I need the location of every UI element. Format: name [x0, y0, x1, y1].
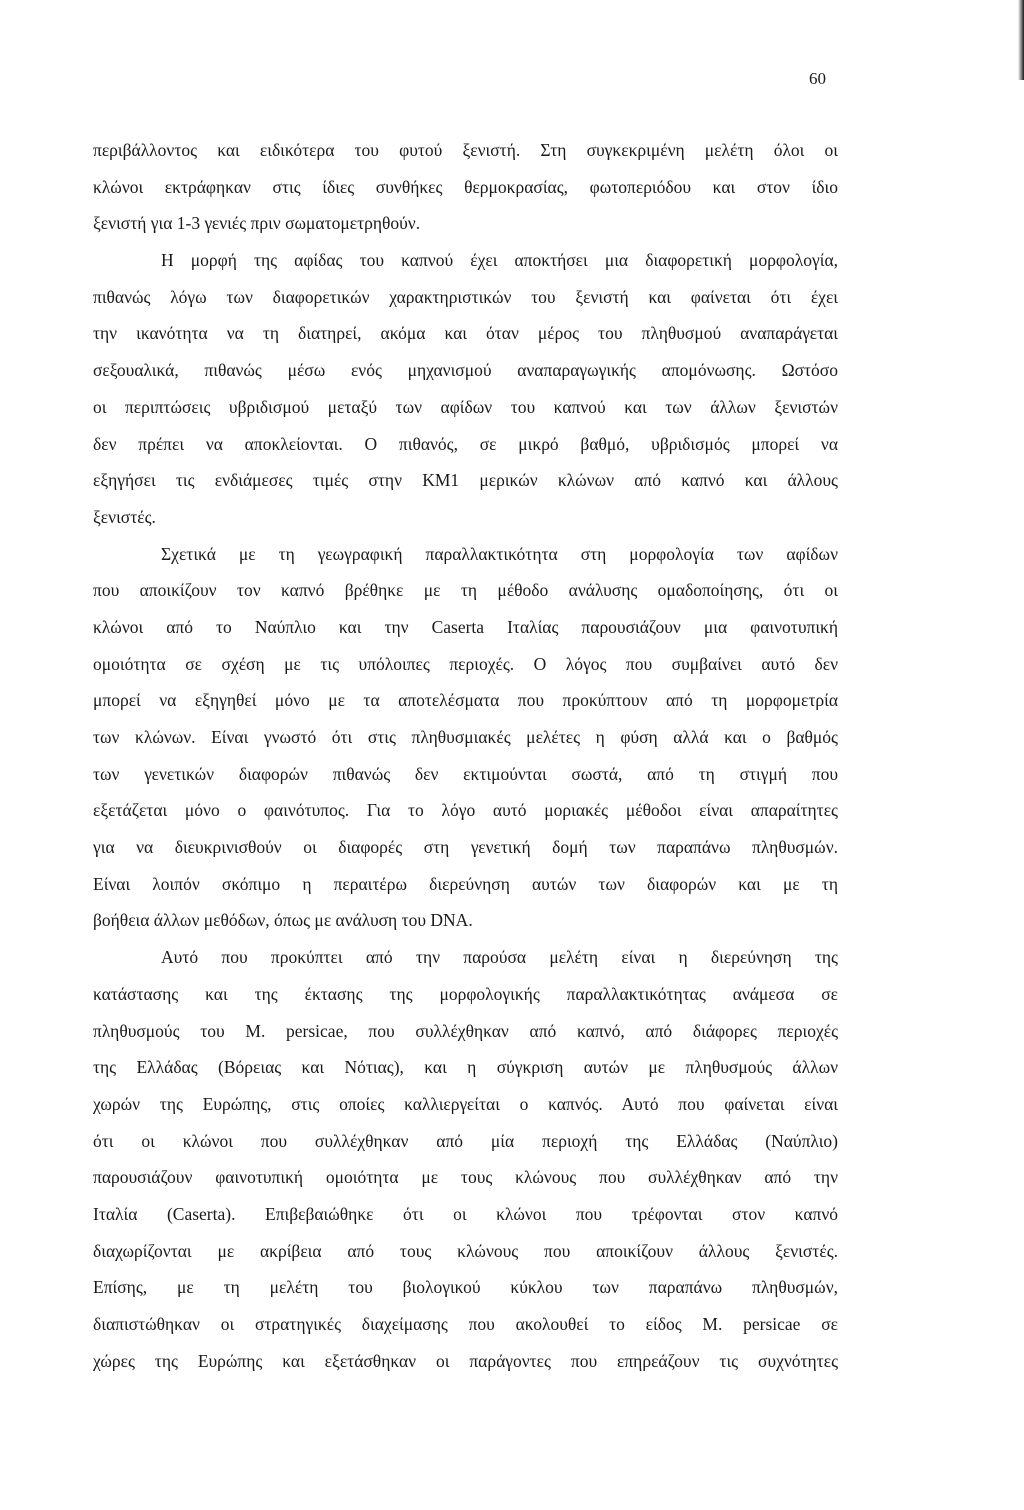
text-line: Η μορφή της αφίδας του καπνού έχει αποκτήσει μια διαφορετική μορφολογία, [161, 250, 838, 271]
text-line: δεν πρέπει να αποκλείονται. Ο πιθανός, σε μικρό βαθμό, υβριδισμός μπορεί να [93, 433, 838, 454]
text-line: Αυτό που προκύπτει από την παρούσα μελέτη είναι η διερεύνηση της [161, 947, 838, 968]
text-line: πληθυσμούς του M. persicae, που συλλέχθηκαν από καπνό, από διάφορες περιοχές [93, 1020, 838, 1041]
text-line: κλώνοι από το Ναύπλιο και την Caserta Ιταλίας παρουσιάζουν μια φαινοτυπική [93, 616, 838, 637]
text-line: εξηγήσει τις ενδιάμεσες τιμές στην ΚΜ1 μερικών κλώνων από καπνό και άλλους [93, 470, 838, 491]
text-line: περιβάλλοντος και ειδικότερα του φυτού ξενιστή. Στη συγκεκριμένη μελέτη όλοι οι [93, 140, 838, 160]
text-line: διαπιστώθηκαν οι στρατηγικές διαχείμασης που ακολουθεί το είδος M. persicae σε [93, 1314, 838, 1334]
text-line: σεξουαλικά, πιθανώς μέσω ενός μηχανισμού αναπαραγωγικής απομόνωσης. Ωστόσο [93, 360, 838, 381]
text-line: χώρες της Ευρώπης και εξετάσθηκαν οι παράγοντες που επηρεάζουν τις συχνότητες [93, 1350, 838, 1371]
text-line: βοήθεια άλλων μεθόδων, όπως με ανάλυση του DNA. [93, 910, 473, 931]
text-line: μπορεί να εξηγηθεί μόνο με τα αποτελέσματα που προκύπτουν από τη μορφομετρία [93, 690, 838, 711]
text-line: εξετάζεται μόνο ο φαινότυπος. Για το λόγο αυτό μοριακές μέθοδοι είναι απαραίτητες [93, 800, 838, 821]
text-line: ότι οι κλώνοι που συλλέχθηκαν από μία περιοχή της Ελλάδας (Ναύπλιο) [93, 1130, 838, 1151]
text-line: που αποικίζουν τον καπνό βρέθηκε με τη μέθοδο ανάλυσης ομαδοποίησης, ότι οι [93, 580, 838, 601]
text-line: Επίσης, με τη μελέτη του βιολογικού κύκλου των παραπάνω πληθυσμών, [93, 1277, 838, 1298]
text-line: διαχωρίζονται με ακρίβεια από τους κλώνους που αποικίζουν άλλους ξενιστές. [93, 1240, 838, 1261]
text-line: Ιταλία (Caserta). Επιβεβαιώθηκε ότι οι κλώνοι που τρέφονται στον καπνό [93, 1203, 838, 1224]
scan-edge-shadow [1018, 0, 1024, 80]
text-line: της Ελλάδας (Βόρειας και Νότιας), και η σύγκριση αυτών με πληθυσμούς άλλων [93, 1057, 838, 1078]
text-line: οι περιπτώσεις υβριδισμού μεταξύ των αφίδων του καπνού και των άλλων ξενιστών [93, 396, 838, 417]
text-line: την ικανότητα να τη διατηρεί, ακόμα και όταν μέρος του πληθυσμού αναπαράγεται [93, 323, 838, 344]
text-line: ξενιστές. [93, 506, 156, 527]
text-line: χωρών της Ευρώπης, στις οποίες καλλιεργείται ο καπνός. Αυτό που φαίνεται είναι [93, 1093, 838, 1114]
text-line: κλώνοι εκτράφηκαν στις ίδιες συνθήκες θερμοκρασίας, φωτοπεριόδου και στον ίδιο [93, 176, 838, 197]
text-line: των κλώνων. Είναι γνωστό ότι στις πληθυσμιακές μελέτες η φύση αλλά και ο βαθμός [93, 727, 838, 747]
text-line: πιθανώς λόγω των διαφορετικών χαρακτηριστικών του ξενιστή και φαίνεται ότι έχει [93, 286, 838, 307]
text-line: για να διευκρινισθούν οι διαφορές στη γενετική δομή των παραπάνω πληθυσμών. [93, 837, 838, 858]
text-line: Σχετικά με τη γεωγραφική παραλλακτικότητα στη μορφολογία των αφίδων [161, 543, 838, 564]
text-line: ξενιστή για 1-3 γενιές πριν σωματομετρηθούν. [93, 213, 421, 234]
text-line: των γενετικών διαφορών πιθανώς δεν εκτιμούνται σωστά, από τη στιγμή που [93, 763, 838, 784]
page-number: 60 [809, 69, 826, 88]
text-line: κατάστασης και της έκτασης της μορφολογικής παραλλακτικότητας ανάμεσα σε [93, 983, 838, 1004]
text-line: Είναι λοιπόν σκόπιμο η περαιτέρω διερεύνηση αυτών των διαφορών και με τη [93, 873, 838, 894]
body-text [93, 132, 838, 1379]
text-line: ομοιότητα σε σχέση με τις υπόλοιπες περιοχές. Ο λόγος που συμβαίνει αυτό δεν [93, 653, 838, 674]
text-line: παρουσιάζουν φαινοτυπική ομοιότητα με τους κλώνους που συλλέχθηκαν από την [93, 1167, 838, 1188]
